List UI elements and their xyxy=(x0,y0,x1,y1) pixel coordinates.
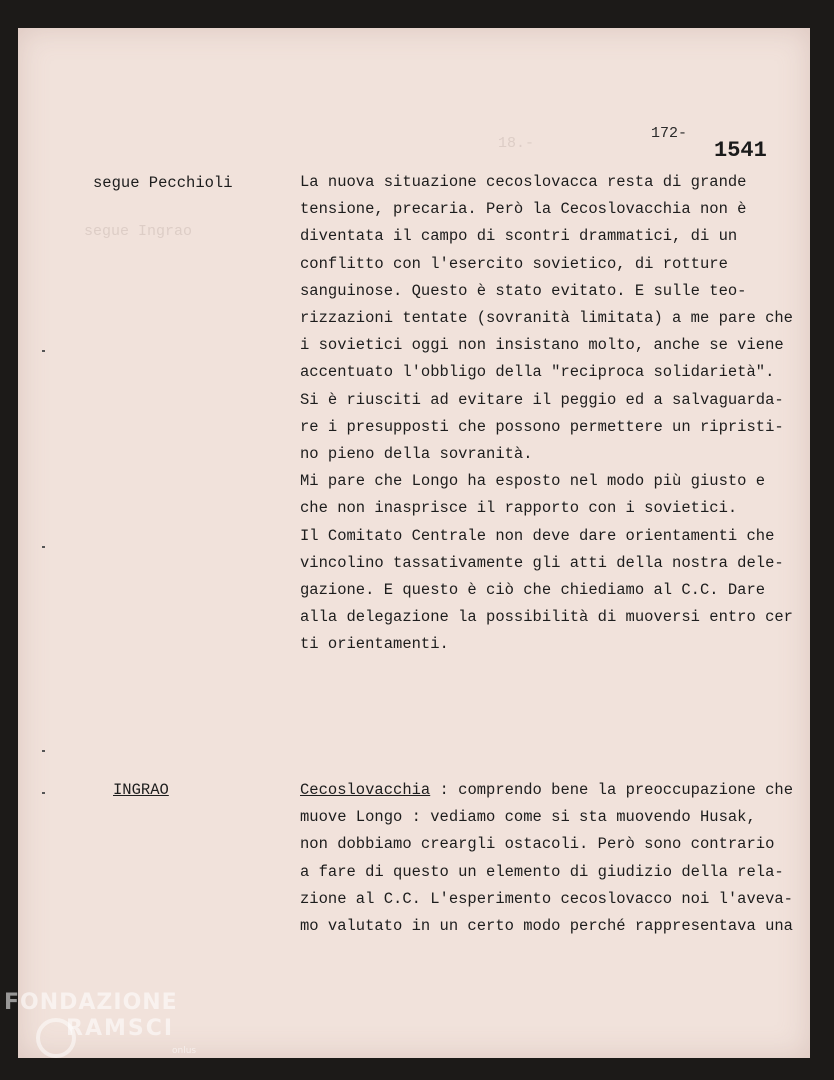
text-line: i sovietici oggi non insistano molto, anche se viene xyxy=(300,336,784,355)
speaker-label: INGRAO xyxy=(113,781,169,799)
text-line: alla delegazione la possibilità di muoversi entro cer xyxy=(300,608,793,627)
text-line: diventata il campo di scontri drammatici, di un xyxy=(300,227,738,246)
speech-block xyxy=(300,169,810,659)
document-page xyxy=(18,28,810,1058)
margin-tick xyxy=(42,750,45,752)
text-line: che non inasprisce il rapporto con i sovietici. xyxy=(300,499,738,518)
bleed-through-text: segue Ingrao xyxy=(84,223,193,240)
text-line: mo valutato in un certo modo perché rappresentava una xyxy=(300,917,793,936)
text-fragment: : comprendo bene la preoccupazione che xyxy=(430,781,793,799)
text-line: sanguinose. Questo è stato evitato. E sulle teo- xyxy=(300,281,747,300)
topic-heading: Cecoslovacchia xyxy=(300,781,431,799)
text-line: La nuova situazione cecoslovacca resta di grande xyxy=(300,173,747,191)
text-line: vincolino tassativamente gli atti della nostra dele- xyxy=(300,553,784,572)
speaker-label: segue Pecchioli xyxy=(93,174,233,192)
text-line: tensione, precaria. Però la Cecoslovacchia non è xyxy=(300,200,747,219)
speech-block xyxy=(300,777,810,940)
text-line: re i presupposti che possono permettere un ripristi- xyxy=(300,417,784,436)
text-line: non dobbiamo creargli ostacoli. Però sono contrario xyxy=(300,835,775,854)
watermark-g-logo-icon xyxy=(36,1018,76,1058)
text-line: Il Comitato Centrale non deve dare orientamenti che xyxy=(300,526,775,545)
text-line: Mi pare che Longo ha esposto nel modo più giusto e xyxy=(300,472,766,491)
text-line: muove Longo : vediamo come si sta muovendo Husak, xyxy=(300,808,756,827)
foundation-watermark xyxy=(4,990,197,1056)
text-line: zione al C.C. L'esperimento cecoslovacco noi l'aveva- xyxy=(300,889,793,908)
watermark-line-2: RAMSCI xyxy=(66,1016,175,1041)
page-number-small: 172- xyxy=(651,125,688,142)
page-number-large: 1541 xyxy=(714,138,767,163)
text-line: a fare di questo un elemento di giudizio della rela- xyxy=(300,862,784,881)
text-line: ti orientamenti. xyxy=(300,635,449,654)
text-line: accentuato l'obbligo della "reciproca solidarietà". xyxy=(300,363,775,382)
text-line: Si è riusciti ad evitare il peggio ed a salvaguarda- xyxy=(300,390,784,409)
text-line: rizzazioni tentate (sovranità limitata) a me pare che xyxy=(300,309,793,328)
margin-tick xyxy=(42,546,45,548)
margin-tick xyxy=(42,350,45,352)
watermark-line-1: FONDAZIONE xyxy=(4,990,178,1015)
text-line: conflitto con l'esercito sovietico, di rotture xyxy=(300,254,728,273)
margin-tick xyxy=(42,792,45,794)
text-line: gazione. E questo è ciò che chiediamo al C.C. Dare xyxy=(300,581,766,600)
text-line: no pieno della sovranità. xyxy=(300,445,533,464)
bleed-through-text: 18.- xyxy=(498,135,535,152)
text-line xyxy=(300,777,810,804)
watermark-line-3: onlus xyxy=(172,1046,197,1056)
